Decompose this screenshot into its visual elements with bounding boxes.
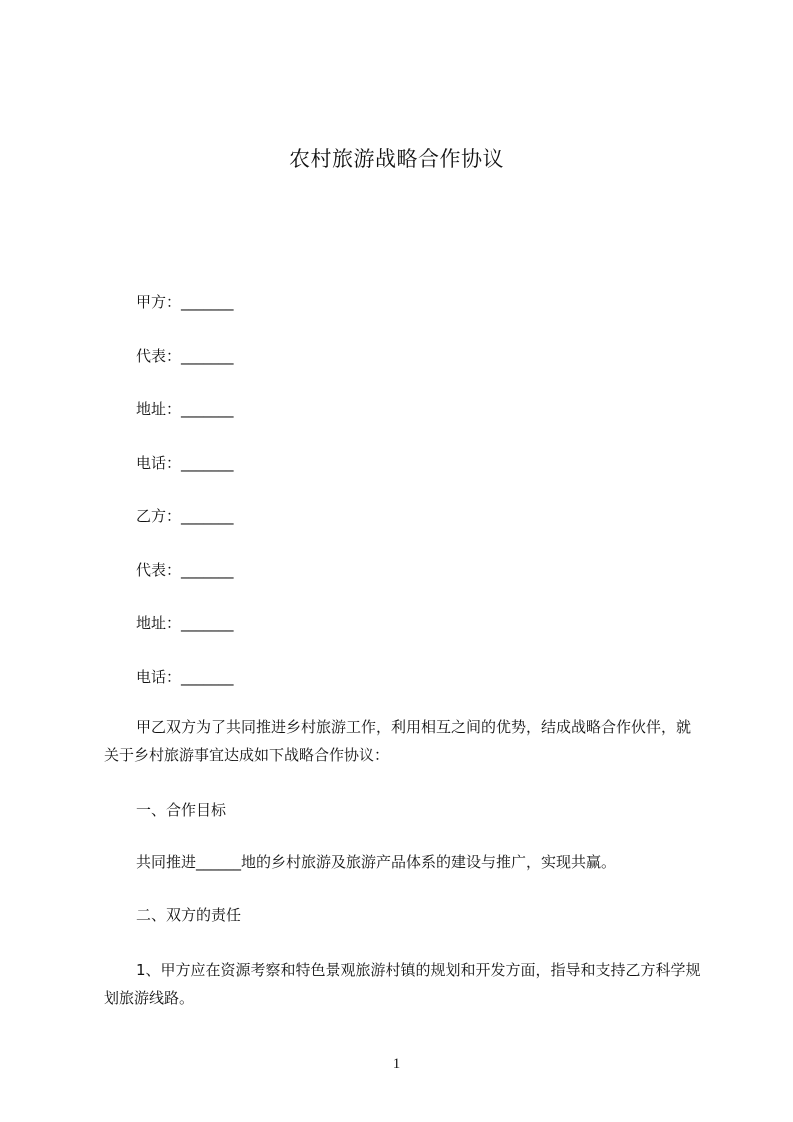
party-b-field: 乙方：_______ (136, 507, 234, 525)
party-a-address-field: 地址：_______ (136, 400, 234, 418)
party-b-address-field: 地址：_______ (136, 614, 234, 632)
party-a-phone-field: 电话：_______ (136, 454, 234, 472)
section-2-heading: 二、双方的责任 (136, 906, 242, 924)
page-number: 1 (392, 1056, 401, 1072)
party-a-field: 甲方：_______ (136, 293, 234, 311)
document-title: 农村旅游战略合作协议 (289, 147, 504, 171)
section-2-item-1: 1、甲方应在资源考察和特色景观旅游村镇的规划和开发方面，指导和支持乙方科学规划旅游线路。 (104, 961, 701, 1007)
intro-paragraph: 甲乙双方为了共同推进乡村旅游工作，利用相互之间的优势，结成战略合作伙伴，就关于乡村旅游事宜达成如下战略合作协议： (104, 718, 692, 764)
party-b-representative-field: 代表：_______ (136, 561, 234, 579)
party-b-phone-field: 电话：_______ (136, 668, 234, 686)
party-a-representative-field: 代表：_______ (136, 347, 234, 365)
section-1-heading: 一、合作目标 (136, 801, 227, 819)
section-1-text: 共同推进______地的乡村旅游及旅游产品体系的建设与推广，实现共赢。 (136, 853, 617, 871)
